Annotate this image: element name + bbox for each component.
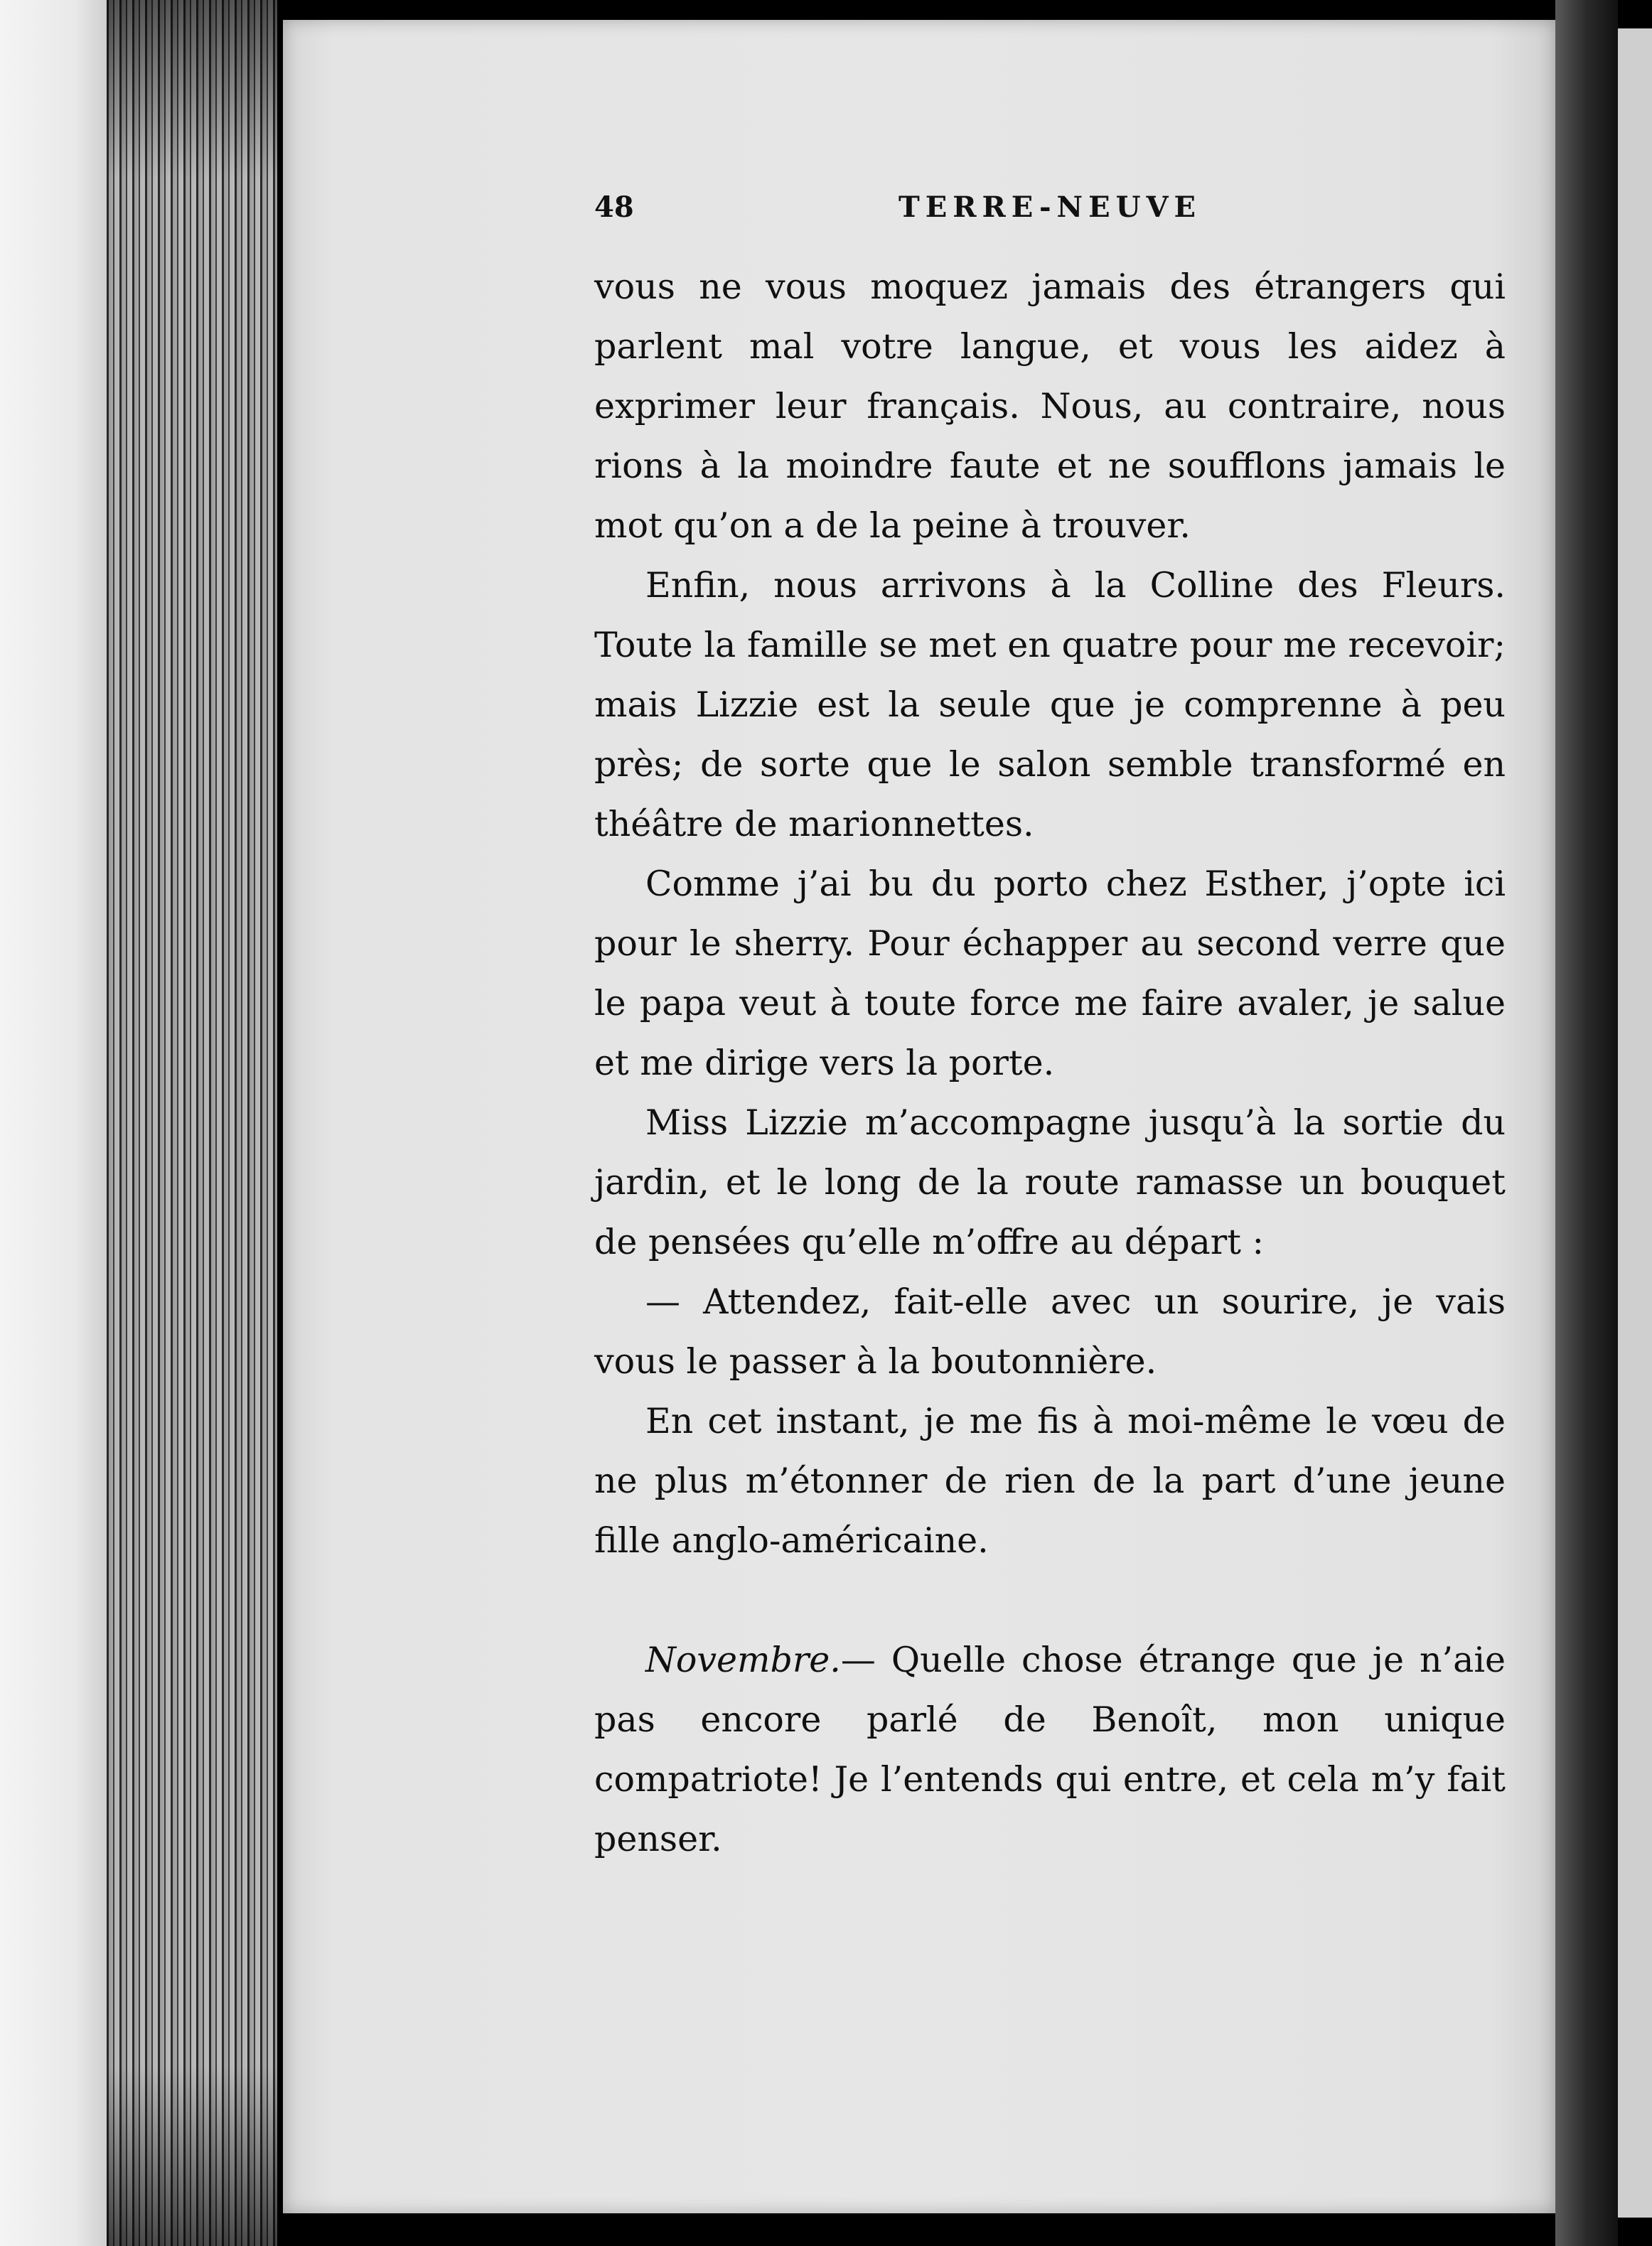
running-head — [594, 190, 1506, 226]
dated-entry — [594, 1630, 1506, 1869]
paragraph: Enfin, nous arrivons à la Colline des Fleurs. Toute la famille se met en quatre pour me recevoir; mais Lizzie est la seule que je comprenne à peu près; de sorte que le salon semble transformé en théâtre de marionnettes. — [594, 565, 1506, 844]
paragraph: Comme j’ai bu du porto chez Esther, j’opte ici pour le sherry. Pour échapper au second verre que le papa veut à toute force me faire avaler, je salue et me dirige vers la porte. — [594, 864, 1506, 1083]
body-text — [594, 257, 1506, 1869]
page-number: 48 — [594, 190, 634, 224]
date-label: Novembre. — [645, 1640, 841, 1680]
facing-page-edge — [1618, 28, 1652, 2218]
entry-text: — Quelle chose étrange que je n’aie pas encore parlé de Benoît, mon unique compatriote! Je l’entends qui entre, et cela m’y fait penser. — [594, 1640, 1506, 1859]
scanner-margin — [0, 0, 107, 2246]
book-page-edges — [107, 0, 277, 2246]
paragraph: vous ne vous moquez jamais des étrangers qui parlent mal votre langue, et vous les aidez à exprimer leur français. Nous, au contraire, nous rions à la moindre faute et ne soufflons jamais le mot qu’on a de la peine à trouver. — [594, 267, 1506, 546]
book-gutter — [1555, 0, 1618, 2246]
paragraph: En cet instant, je me fis à moi-même le vœu de ne plus m’étonner de rien de la part d’une jeune fille anglo-américaine. — [594, 1401, 1506, 1561]
paragraph: Miss Lizzie m’accompagne jusqu’à la sortie du jardin, et le long de la route ramasse un bouquet de pensées qu’elle m’offre au départ : — [594, 1102, 1506, 1262]
dialogue-paragraph: — Attendez, fait-elle avec un sourire, je vais vous le passer à la boutonnière. — [594, 1281, 1506, 1382]
running-title: TERRE-NEUVE — [898, 190, 1202, 224]
